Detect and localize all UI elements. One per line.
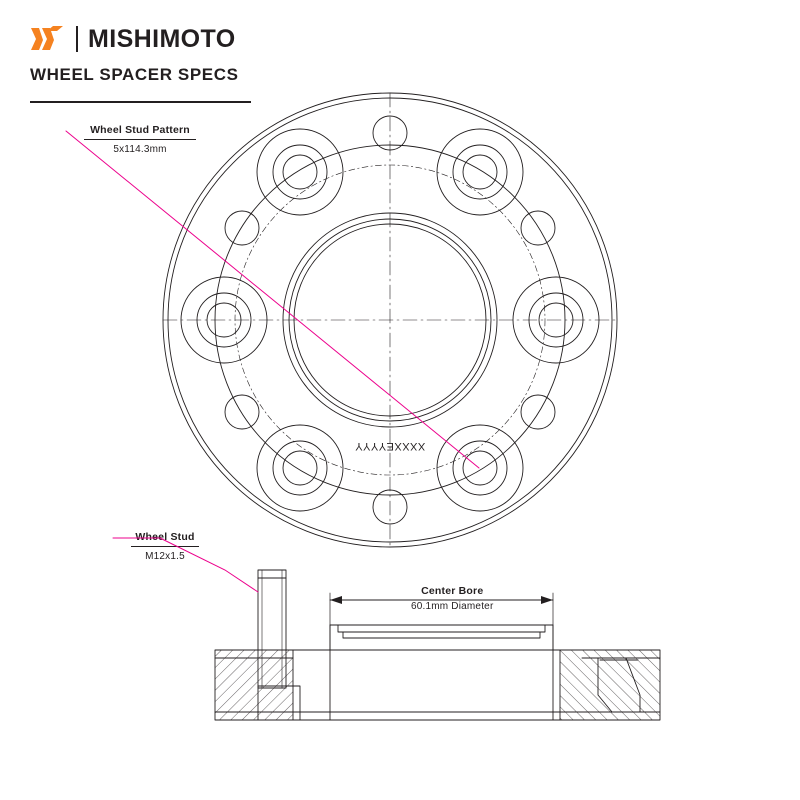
callout-center-bore [411, 585, 493, 612]
header-divider [30, 101, 251, 103]
stud-hole [437, 425, 523, 511]
callout-underline [84, 139, 196, 140]
stud-hole [181, 277, 267, 363]
bolt-hole [373, 116, 407, 150]
leader-lines [66, 131, 479, 592]
callout-underline [131, 546, 199, 547]
stud-hole [257, 129, 343, 215]
page-title: WHEEL SPACER SPECS [30, 65, 239, 84]
callout-wheel-stud-pattern [84, 124, 196, 155]
brand-name: MISHIMOTO [88, 24, 236, 53]
stud-hole [257, 425, 343, 511]
callout-title: Wheel Stud Pattern [90, 124, 190, 136]
bolt-hole [225, 395, 259, 429]
callout-wheel-stud [131, 531, 199, 562]
svg-text:XXXXEYYYY: XXXXEYYYY [354, 440, 426, 452]
hub-engraving [355, 440, 426, 452]
bolt-hole [521, 395, 555, 429]
callout-title: Wheel Stud [135, 531, 195, 543]
header [30, 22, 450, 85]
bolt-hole [225, 211, 259, 245]
bolt-hole [373, 490, 407, 524]
leader-stud-pattern [66, 131, 479, 468]
bolt-hole [521, 211, 555, 245]
front-face-view [163, 93, 617, 547]
stud-hole [437, 129, 523, 215]
brand-row [30, 22, 450, 56]
callout-value: 5x114.3mm [113, 144, 167, 155]
mishimoto-m-icon [30, 24, 66, 54]
callout-value: 60.1mm Diameter [411, 601, 494, 612]
callout-title: Center Bore [421, 585, 484, 597]
stud-hole [513, 277, 599, 363]
logo-divider [76, 26, 78, 52]
callout-value: M12x1.5 [145, 551, 185, 562]
